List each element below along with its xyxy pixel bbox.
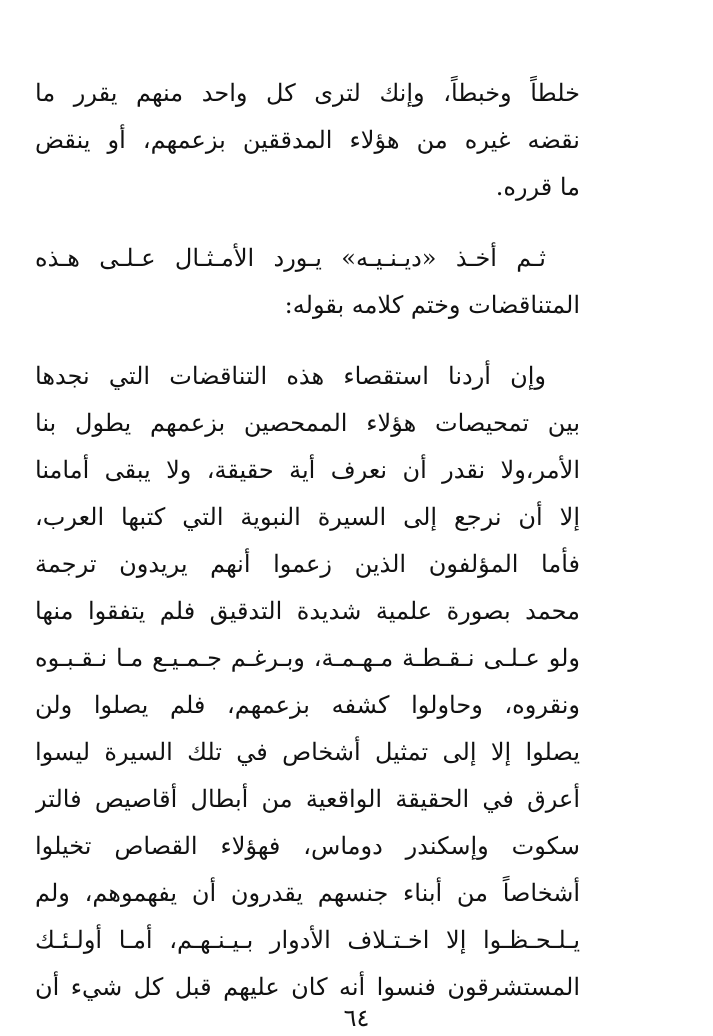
text-line: يـلـحـظـوا إلا اخـتـلاف الأدوار بـيـنـهـم، أمـا أولـئـك: [35, 926, 580, 954]
page-number: ٦٤: [343, 1004, 370, 1032]
text-line: ونقروه، وحاولوا كشفه بزعمهم، فلم يصلوا ولن: [35, 691, 580, 719]
text-line: فأما المؤلفون الذين زعموا أنهم يريدون ترجمة: [35, 550, 580, 578]
text-line: ما قرره.: [495, 173, 580, 201]
text-line: إلا أن نرجع إلى السيرة النبوية التي كتبها العرب،: [35, 503, 580, 531]
text-line: نقضه غيره من هؤلاء المدققين بزعمهم، أو ينقض: [35, 126, 580, 154]
paragraph-2: [35, 235, 580, 329]
text-line: محمد بصورة علمية شديدة التدقيق فلم يتفقوا منها: [35, 597, 580, 625]
text-line: ولو عـلـى نـقـطـة مـهـمـة، وبـرغـم جـمـيـع مـا نـقـبـوه: [35, 644, 580, 672]
text-line: أعرق في الحقيقة الواقعية من أبطال أقاصيص فالتر: [35, 785, 580, 813]
text-line: ثـم أخـذ «ديـنـيـه» يـورد الأمـثـال عـلـى هـذه: [35, 244, 546, 272]
text-line: المتناقضات وختم كلامه بقوله:: [284, 291, 580, 319]
text-line: خلطاً وخبطاً، وإنك لترى كل واحد منهم يقرر ما: [35, 79, 580, 107]
text-line: يصلوا إلا إلى تمثيل أشخاص في تلك السيرة ليسوا: [35, 738, 580, 766]
text-line: الأمر،ولا نقدر أن نعرف أية حقيقة، ولا يبقى أمامنا: [35, 456, 580, 484]
text-line: المستشرقون فنسوا أنه كان عليهم قبل كل شيء أن: [35, 973, 580, 1001]
text-line: سكوت وإسكندر دوماس، فهؤلاء القصاص تخيلوا: [35, 832, 580, 860]
paragraph-3: [35, 353, 580, 1011]
text-line: بين تمحيصات هؤلاء الممحصين بزعمهم يطول بنا: [35, 409, 580, 437]
paragraph-1: [35, 70, 580, 211]
text-line: أشخاصاً من أبناء جنسهم يقدرون أن يفهموهم، ولم: [35, 879, 580, 907]
text-line: وإن أردنا استقصاء هذه التناقضات التي نجدها: [35, 362, 546, 390]
